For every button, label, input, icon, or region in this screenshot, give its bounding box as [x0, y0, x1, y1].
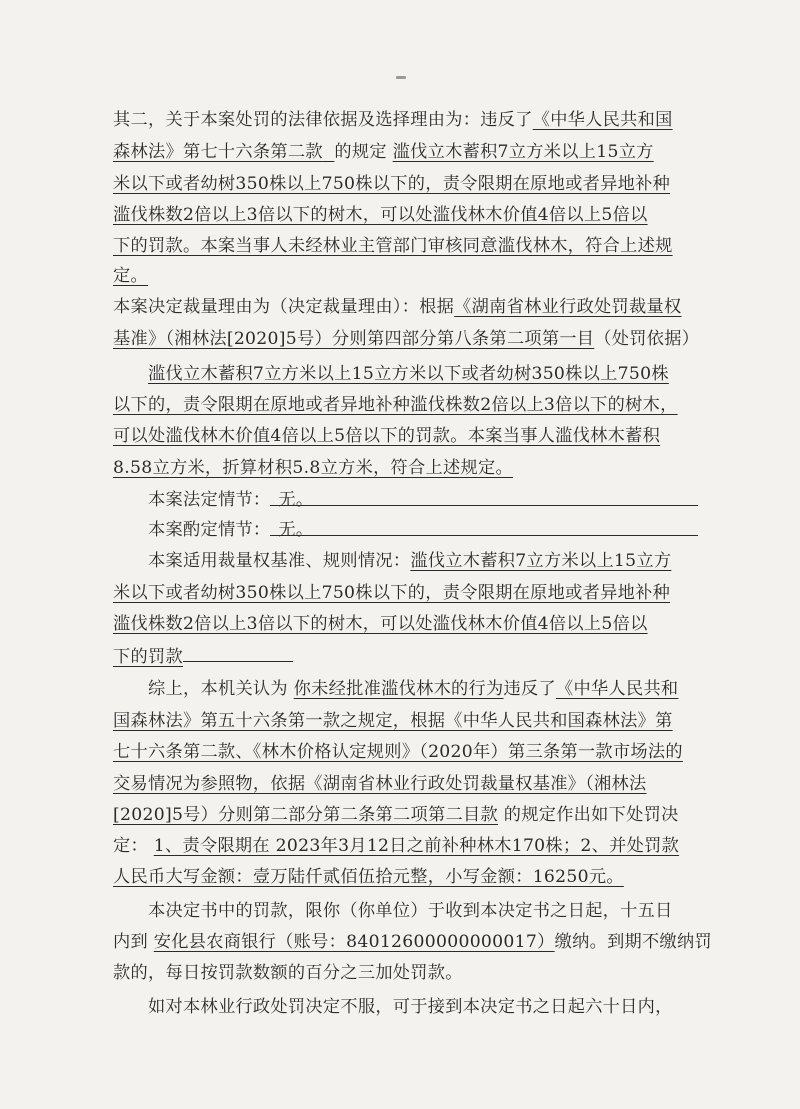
line-16 [113, 580, 670, 606]
text: 款的，每日按罚款数额的百分之三加处罚款。 [113, 963, 463, 983]
underlined-text: 七十六条第二款、《林木价格认定规则》（2020年）第三条第一款市场法的 [113, 742, 683, 762]
underlined-text: 可以处滥伐林木价值4倍以上5倍以下的罚款。本案当事人滥伐林木蓄积 [113, 426, 661, 446]
underlined-text: 米以下或者幼树350株以上750株以下的，责令限期在原地或者异地补种 [113, 583, 671, 603]
text: （处罚依据） [594, 329, 700, 349]
scan-speck [396, 76, 406, 79]
underlined-text: 下的罚款。本案当事人未经林业主管部门审核同意滥伐林木，符合上述规 [113, 236, 673, 256]
underlined-text: 下的罚款 [113, 647, 183, 667]
text: 内到 [113, 932, 148, 952]
line-22 [113, 771, 647, 797]
line-4 [113, 202, 648, 228]
value: 无。 [278, 520, 314, 540]
line-14 [148, 517, 698, 543]
line-12 [113, 455, 513, 481]
text: 缴纳。到期不缴纳罚 [554, 932, 712, 952]
underlined-text: 基准》（湘林法[2020]5号）分则第四部分第八条第二项第一目 [113, 329, 595, 349]
line-8 [113, 326, 699, 352]
line-17 [113, 611, 648, 637]
line-29 [148, 994, 673, 1020]
line-19 [148, 676, 678, 702]
underlined-text: 国森林法》第五十六条第一款之规定，根据《中华人民共和国森林法》第 [113, 711, 673, 731]
line-24 [113, 833, 679, 859]
line-28 [113, 960, 463, 986]
underlined-text: 滥伐立木蓄积7立方米以上15立方 [410, 551, 672, 571]
line-10 [113, 392, 678, 418]
underlined-text: 滥伐株数2倍以上3倍以下的树木，可以处滥伐林木价值4倍以上5倍以 [113, 205, 648, 225]
line-23 [113, 802, 679, 828]
underlined-text: 定。 [113, 266, 148, 286]
label: 本案酌定情节： [148, 520, 271, 540]
line-21 [113, 739, 683, 765]
text: 的规定作出如下处罚决 [503, 805, 679, 825]
underlined-text: 安化县农商银行（账号：84012600000000017） [153, 932, 555, 952]
underlined-text: 米以下或者幼树350株以上750株以下的，责令限期在原地或者异地补种 [113, 174, 671, 194]
underlined-text: 《中华人民共和 [556, 679, 679, 699]
underlined-text: 《中华人民共和国 [532, 110, 673, 130]
underlined-text: 滥伐立木蓄积7立方米以上15立方 [392, 142, 654, 162]
underlined-text: 滥伐株数2倍以上3倍以下的树木，可以处滥伐林木价值4倍以上5倍以 [113, 614, 648, 634]
text: 定： [113, 836, 148, 856]
line-1 [113, 107, 673, 133]
underlined-text: 滥伐立木蓄积7立方米以上15立方米以下或者幼树350株以上750株 [148, 364, 669, 384]
underlined-text: 你未经批准滥伐林木的行为 [293, 679, 504, 699]
line-2 [113, 139, 654, 165]
underlined-text: 1、责令限期在 2023年3月12日之前补种林木170株；2、并处罚款 [153, 836, 680, 856]
line-26 [148, 898, 673, 924]
line-6 [113, 263, 148, 289]
underlined-text: 以下的，责令限期在原地或者异地补种滥伐株数2倍以上3倍以下的树木， [113, 395, 678, 415]
value: 无。 [278, 490, 314, 510]
line-27 [113, 929, 712, 955]
underlined-text: 《湖南省林业行政处罚裁量权 [454, 297, 682, 317]
underlined-text: 交易情况为参照物，依据《湖南省林业行政处罚裁量权基准》（湘林法 [113, 774, 647, 794]
underlined-text: [2020]5号）分则第二部分第二条第二项第二目款 [113, 805, 498, 825]
text: 其二，关于本案处罚的法律依据及选择理由为：违反了 [113, 110, 533, 130]
text: 的规定 [334, 142, 387, 162]
line-3 [113, 171, 670, 197]
line-15 [148, 548, 671, 574]
line-7 [113, 294, 682, 320]
underlined-text: 森林法》第七十六条第二款 [113, 142, 323, 162]
text: 本案决定裁量理由为（决定裁量理由）：根据 [113, 297, 455, 317]
text: 本决定书中的罚款，限你（你单位）于收到本决定书之日起，十五日 [148, 901, 673, 921]
text: 如对本林业行政处罚决定不服，可于接到本决定书之日起六十日内， [148, 997, 673, 1017]
underlined-text: 人民币大写金额：壹万陆仟贰佰伍拾元整，小写金额：16250元。 [113, 867, 624, 887]
line-18 [113, 643, 293, 670]
line-9 [148, 361, 669, 387]
line-5 [113, 233, 673, 259]
text: 本案适用裁量权基准、规则情况： [148, 551, 411, 571]
line-25 [113, 864, 624, 890]
line-20 [113, 708, 673, 734]
label: 本案法定情节： [148, 490, 271, 510]
line-11 [113, 423, 660, 449]
underlined-text: 8.58立方米，折算材积5.8立方米，符合上述规定。 [113, 458, 513, 478]
line-13 [148, 487, 698, 513]
text: 综上，本机关认为 [148, 679, 288, 699]
text: 违反了 [503, 679, 556, 699]
